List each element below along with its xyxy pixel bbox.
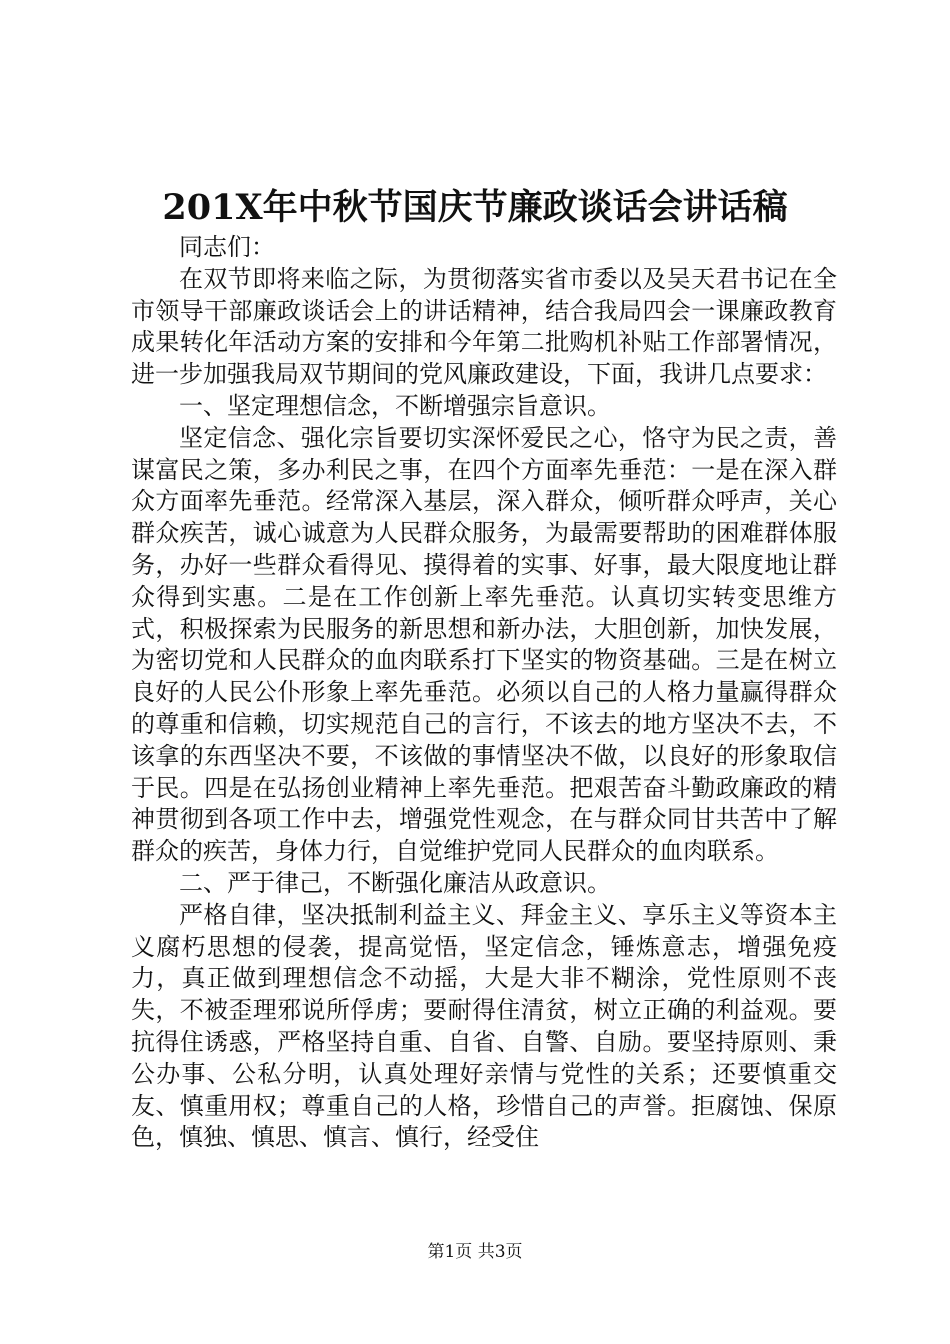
paragraph-section-2: 严格自律，坚决抵制利益主义、拜金主义、享乐主义等资本主义腐朽思想的侵袭，提高觉悟，坚定信念，锤炼意志，增强免疫力，真正做到理想信念不动摇，大是大非不糊涂，党性原则不丧失，不被歪理邪说所俘虏；要耐得住清贫，树立正确的利益观。要抗得住诱惑，严格坚持自重、自省、自警、自励。要坚持原则、秉公办事、公私分明，认真处理好亲情与党性的关系；还要慎重交友、慎重用权；尊重自己的人格，珍惜自己的声誉。拒腐蚀、保原色，慎独、慎思、慎言、慎行，经受住 bbox=[131, 900, 837, 1152]
page-footer: 第1页 共3页 bbox=[427, 1242, 523, 1262]
paragraph-intro: 在双节即将来临之际，为贯彻落实省市委以及吴天君书记在全市领导干部廉政谈话会上的讲话精神，结合我局四会一课廉政教育成果转化年活动方案的安排和今年第二批购机补贴工作部署情况，进一步加强我局双节期间的党风廉政建设，下面，我讲几点要求： bbox=[131, 264, 837, 389]
document-title: 201X年中秋节国庆节廉政谈话会讲话稿 bbox=[162, 187, 788, 228]
document-body bbox=[131, 232, 837, 1154]
section-heading-2: 二、严于律己，不断强化廉洁从政意识。 bbox=[179, 868, 611, 897]
paragraph-section-1: 坚定信念、强化宗旨要切实深怀爱民之心，恪守为民之责，善谋富民之策，多办利民之事，在四个方面率先垂范：一是在深入群众方面率先垂范。经常深入基层，深入群众，倾听群众呼声，关心群众疾苦，诚心诚意为人民群众服务，为最需要帮助的困难群体服务，办好一些群众看得见、摸得着的实事、好事，最大限度地让群众得到实惠。二是在工作创新上率先垂范。认真切实转变思维方式，积极探索为民服务的新思想和新办法，大胆创新，加快发展，为密切党和人民群众的血肉联系打下坚实的物资基础。三是在树立良好的人民公仆形象上率先垂范。必须以自己的人格力量赢得群众的尊重和信赖，切实规范自己的言行，不该去的地方坚决不去，不该拿的东西坚决不要，不该做的事情坚决不做，以良好的形象取信于民。四是在弘扬创业精神上率先垂范。把艰苦奋斗勤政廉政的精神贯彻到各项工作中去，增强党性观念，在与群众同甘共苦中了解群众的疾苦，身体力行，自觉维护党同人民群众的血肉联系。 bbox=[131, 423, 837, 866]
greeting: 同志们： bbox=[179, 233, 275, 261]
section-heading-1: 一、坚定理想信念，不断增强宗旨意识。 bbox=[179, 391, 611, 420]
